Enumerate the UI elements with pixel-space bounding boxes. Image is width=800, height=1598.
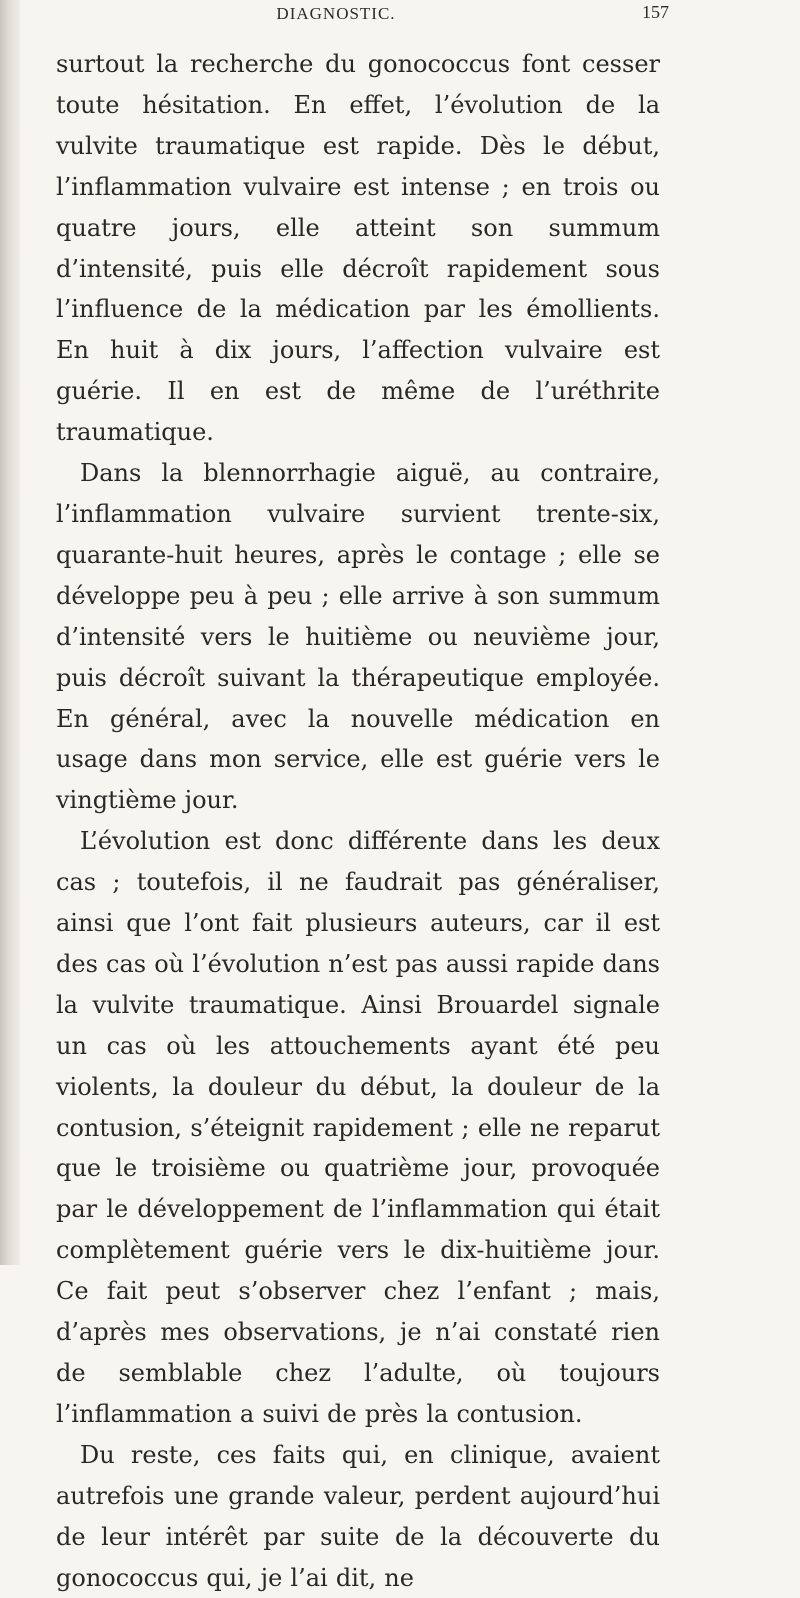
running-head [56, 0, 788, 44]
paragraph: L’évolution est donc différente dans les deux cas ; toutefois, il ne faudrait pas généraliser, ainsi que l’ont fait plusieurs auteurs, car il est des cas où l’évolution n’est pas aussi rapide dans la vulvite traumatique. Ainsi Brouardel signale un cas où les attouchements ayant été peu violents, la douleur du début, la douleur de la contusion, s’éteignit rapidement ; elle ne reparut que le troisième ou quatrième jour, provoquée par le développement de l’inflammation qui était complètement guérie vers le dix-huitième jour. Ce fait peut s’observer chez l’enfant ; mais, d’après mes observations, je n’ai constaté rien de semblable chez l’adulte, où toujours l’inflammation a suivi de près la contusion. [56, 827, 660, 1428]
page-number: 157 [642, 2, 669, 22]
running-head-title: DIAGNOSTIC. [276, 4, 396, 23]
page-binding-edge [0, 0, 20, 1265]
paragraph: Du reste, ces faits qui, en clinique, avaient autrefois une grande valeur, perdent aujourd’hui de leur intérêt par suite de la découverte du gonococcus qui, je l’ai dit, ne [56, 1440, 660, 1592]
book-page [56, 0, 788, 1598]
paragraph-continued: surtout la recherche du gonococcus font cesser toute hésitation. En effet, l’évolution de la vulvite traumatique est rapide. Dès le début, l’inflammation vulvaire est intense ; en trois ou quatre jours, elle atteint son summum d’intensité, puis elle décroît rapidement sous l’influence de la médication par les émollients. En huit à dix jours, l’affection vulvaire est guérie. Il en est de même de l’uréthrite traumatique. [56, 50, 660, 447]
paragraph: Dans la blennorrhagie aiguë, au contraire, l’inflammation vulvaire survient trente-six, quarante-huit heures, après le contage ; elle se développe peu à peu ; elle arrive à son summum d’intensité vers le huitième ou neuvième jour, puis décroît suivant la thérapeutique employée. En général, avec la nouvelle médication en usage dans mon service, elle est guérie vers le vingtième jour. [56, 459, 660, 815]
body-text [56, 44, 660, 1598]
